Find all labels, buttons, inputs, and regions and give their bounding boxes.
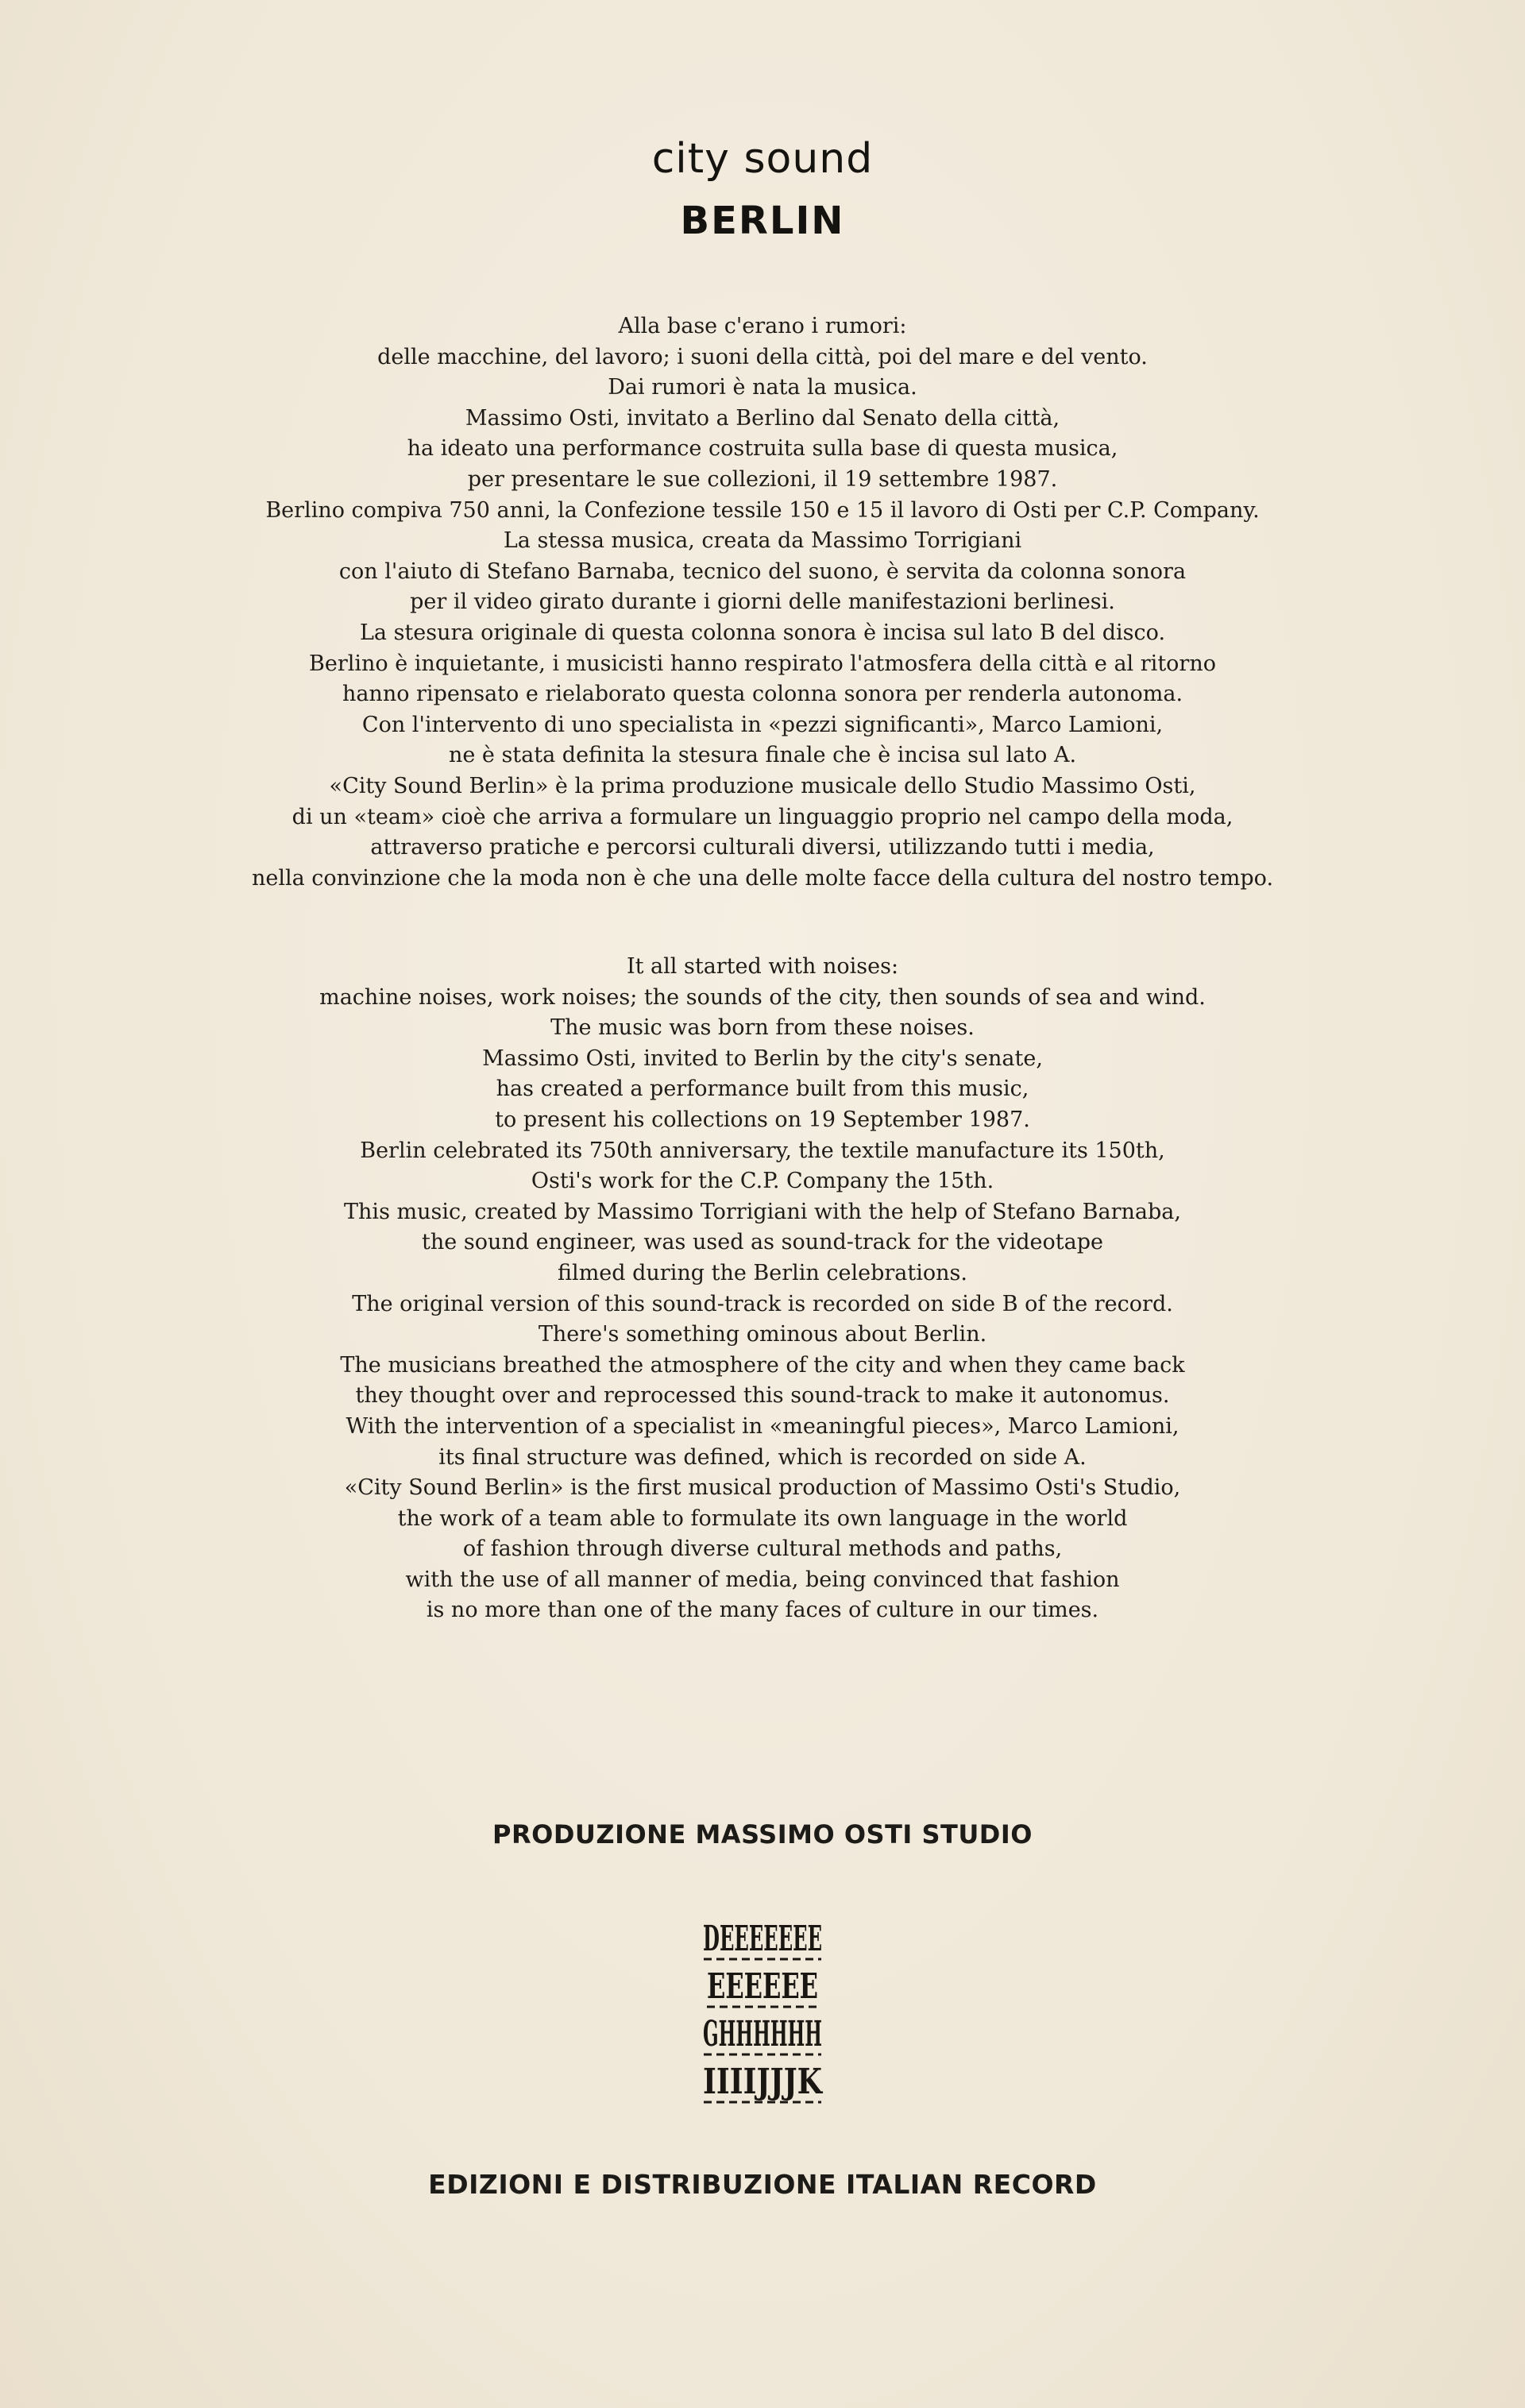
english-line: with the use of all manner of media, being convinced that fashion [405, 1567, 1120, 1592]
english-line: It all started with noises: [626, 954, 899, 979]
english-line: Osti's work for the C.P. Company the 15th. [531, 1169, 994, 1194]
studio-logo [699, 1915, 826, 2117]
italian-line: Alla base c'erano i rumori: [618, 314, 907, 338]
english-line: machine noises, work noises; the sounds of the city, then sounds of sea and wind. [319, 984, 1206, 1010]
italian-line: hanno ripensato e rielaborato questa colonna sonora per renderla autonoma. [342, 682, 1183, 707]
english-line: The music was born from these noises. [550, 1015, 975, 1041]
english-line: The musicians breathed the atmosphere of the city and when they came back [340, 1352, 1185, 1378]
italian-line: La stessa musica, creata da Massimo Torrigiani [503, 528, 1022, 554]
english-line: This music, created by Massimo Torrigiani with the help of Stefano Barnaba, [344, 1199, 1181, 1224]
title-city-sound: city sound [651, 135, 874, 183]
italian-line: nella convinzione che la moda non è che una delle molte facce della cultura del nostro tempo. [251, 865, 1274, 891]
italian-line: Berlino compiva 750 anni, la Confezione tessile 150 e 15 il lavoro di Osti per C.P. Company. [265, 497, 1260, 523]
english-line: its final structure was defined, which is recorded on side A. [438, 1444, 1087, 1470]
english-line: Berlin celebrated its 750th anniversary, the textile manufacture its 150th, [360, 1138, 1165, 1163]
title-berlin: BERLIN [680, 199, 845, 243]
italian-line: delle macchine, del lavoro; i suoni della città, poi del mare e del vento. [377, 344, 1148, 369]
italian-line: con l'aiuto di Stefano Barnaba, tecnico del suono, è servita da colonna sonora [338, 559, 1187, 584]
logo-line-2: EEEEEE [707, 1966, 818, 2007]
english-line: has created a performance built from this music, [496, 1076, 1029, 1102]
production-credit: PRODUZIONE MASSIMO OSTI STUDIO [492, 1819, 1033, 1849]
english-text-block [0, 952, 1525, 1626]
english-line: The original version of this sound-track is recorded on side B of the record. [352, 1291, 1173, 1316]
italian-line: Con l'intervento di uno specialista in «pezzi significanti», Marco Lamioni, [361, 712, 1164, 737]
italian-line: La stesura originale di questa colonna sonora è incisa sul lato B del disco. [359, 620, 1166, 645]
distribution-credit: EDIZIONI E DISTRIBUZIONE ITALIAN RECORD [428, 2169, 1097, 2200]
english-line: of fashion through diverse cultural methods and paths, [462, 1536, 1063, 1562]
english-line: the sound engineer, was used as sound-track for the videotape [422, 1230, 1103, 1255]
italian-line: ha ideato una performance costruita sulla base di questa musica, [407, 436, 1118, 462]
italian-line: ne è stata definita la stesura finale che è incisa sul lato A. [448, 743, 1077, 768]
english-line: is no more than one of the many faces of culture in our times. [426, 1598, 1099, 1623]
english-line: «City Sound Berlin» is the first musical production of Massimo Osti's Studio, [344, 1475, 1181, 1501]
english-line: With the intervention of a specialist in «meaningful pieces», Marco Lamioni, [346, 1413, 1179, 1439]
logo-line-4: IIIIJJJK [703, 2062, 824, 2102]
italian-line: per il video girato durante i giorni delle manifestazioni berlinesi. [410, 589, 1115, 615]
english-line: to present his collections on 19 September 1987. [495, 1107, 1030, 1132]
italian-line: Berlino è inquietante, i musicisti hanno respirato l'atmosfera della città e al ritorno [309, 651, 1216, 676]
logo-line-3: GHHHHHH [703, 2014, 822, 2054]
italian-line: Dai rumori è nata la musica. [608, 375, 917, 400]
italian-line: per presentare le sue collezioni, il 19 settembre 1987. [467, 466, 1058, 492]
italian-line: «City Sound Berlin» è la prima produzione musicale dello Studio Massimo Osti, [329, 773, 1196, 798]
english-line: the work of a team able to formulate its own language in the world [397, 1505, 1128, 1531]
italian-text-block [0, 311, 1525, 894]
italian-line: di un «team» cioè che arriva a formulare un linguaggio proprio nel campo della moda, [291, 804, 1234, 829]
english-line: filmed during the Berlin celebrations. [558, 1260, 967, 1285]
english-line: they thought over and reprocessed this sound-track to make it autonomus. [355, 1383, 1170, 1409]
italian-line: Massimo Osti, invitato a Berlino dal Senato della città, [465, 405, 1060, 431]
english-line: Massimo Osti, invited to Berlin by the city's senate, [482, 1046, 1043, 1071]
english-line: There's something ominous about Berlin. [538, 1322, 987, 1347]
logo-line-1: DEEEEEEE [703, 1919, 822, 1959]
italian-line: attraverso pratiche e percorsi culturali diversi, utilizzando tutti i media, [370, 835, 1155, 860]
